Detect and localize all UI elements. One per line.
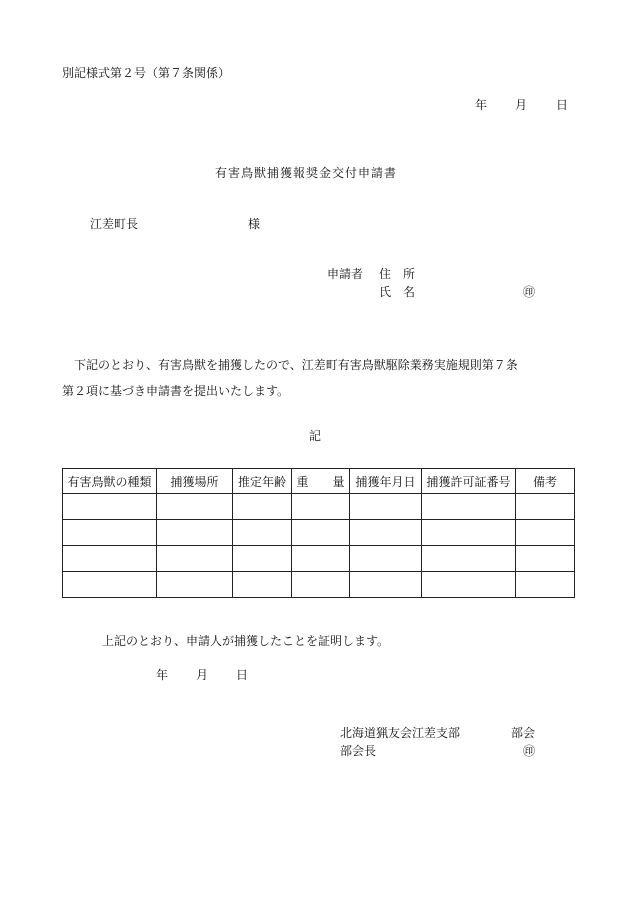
request-statement-line-1: 下記のとおり、有害鳥獣を捕獲したので、江差町有害鳥獣駆除業務実施規則第７条 (74, 358, 518, 372)
table-cell[interactable] (292, 494, 350, 520)
table-cell[interactable] (350, 546, 422, 572)
date-top-month: 月 (515, 98, 528, 112)
table-cell[interactable] (63, 520, 157, 546)
date-bottom-month: 月 (196, 668, 209, 682)
header-permit-number: 捕獲許可証番号 (422, 469, 516, 494)
table-cell[interactable] (157, 494, 233, 520)
request-statement-line-2: 第２項に基づき申請書を提出いたします。 (62, 384, 290, 398)
capture-details-table (62, 468, 575, 598)
table-row (63, 546, 575, 572)
header-remarks: 備考 (516, 469, 575, 494)
table-cell[interactable] (63, 494, 157, 520)
certifier-division: 部会 (511, 726, 536, 740)
date-bottom-day: 日 (236, 668, 249, 682)
certifier-org: 北海道猟友会江差支部 (340, 726, 461, 740)
date-bottom-year: 年 (156, 668, 169, 682)
applicant-name-label: 氏 名 (379, 285, 416, 299)
table-row (63, 572, 575, 598)
table-cell[interactable] (63, 572, 157, 598)
certifier-title: 部会長 (340, 744, 377, 758)
table-header-row (63, 469, 575, 494)
date-top-year: 年 (475, 98, 488, 112)
header-estimated-age: 推定年齢 (233, 469, 292, 494)
table-cell[interactable] (350, 572, 422, 598)
table-cell[interactable] (516, 546, 575, 572)
table-row (63, 520, 575, 546)
table-cell[interactable] (516, 494, 575, 520)
table-cell[interactable] (157, 546, 233, 572)
applicant-seal-mark: ㊞ (523, 285, 536, 299)
table-cell[interactable] (292, 572, 350, 598)
document-title: 有害鳥獣捕獲報奨金交付申請書 (215, 166, 398, 180)
table-cell[interactable] (233, 494, 292, 520)
table-cell[interactable] (157, 572, 233, 598)
table-cell[interactable] (350, 494, 422, 520)
header-location: 捕獲場所 (157, 469, 233, 494)
certification-statement: 上記のとおり、申請人が捕獲したことを証明します。 (102, 634, 390, 648)
table-cell[interactable] (422, 546, 516, 572)
addressee-honorific: 様 (248, 217, 261, 231)
table-cell[interactable] (233, 572, 292, 598)
form-header: 別記様式第２号（第７条関係） (62, 66, 231, 80)
request-statement (62, 352, 577, 404)
header-weight: 重 量 (292, 469, 350, 494)
table-cell[interactable] (516, 520, 575, 546)
table-cell[interactable] (422, 572, 516, 598)
applicant-label: 申請者 (327, 267, 364, 281)
table-cell[interactable] (157, 520, 233, 546)
header-species: 有害鳥獣の種類 (63, 469, 157, 494)
certifier-seal-mark: ㊞ (523, 744, 536, 758)
table-cell[interactable] (422, 494, 516, 520)
table-cell[interactable] (233, 546, 292, 572)
date-top-day: 日 (556, 98, 569, 112)
table-cell[interactable] (292, 546, 350, 572)
table-row (63, 494, 575, 520)
header-capture-date: 捕獲年月日 (350, 469, 422, 494)
table-cell[interactable] (350, 520, 422, 546)
table-cell[interactable] (516, 572, 575, 598)
table-cell[interactable] (292, 520, 350, 546)
table-cell[interactable] (422, 520, 516, 546)
addressee-name: 江差町長 (90, 217, 139, 231)
applicant-address-label: 住 所 (379, 267, 416, 281)
table-cell[interactable] (233, 520, 292, 546)
ki-label: 記 (309, 429, 322, 443)
table-cell[interactable] (63, 546, 157, 572)
